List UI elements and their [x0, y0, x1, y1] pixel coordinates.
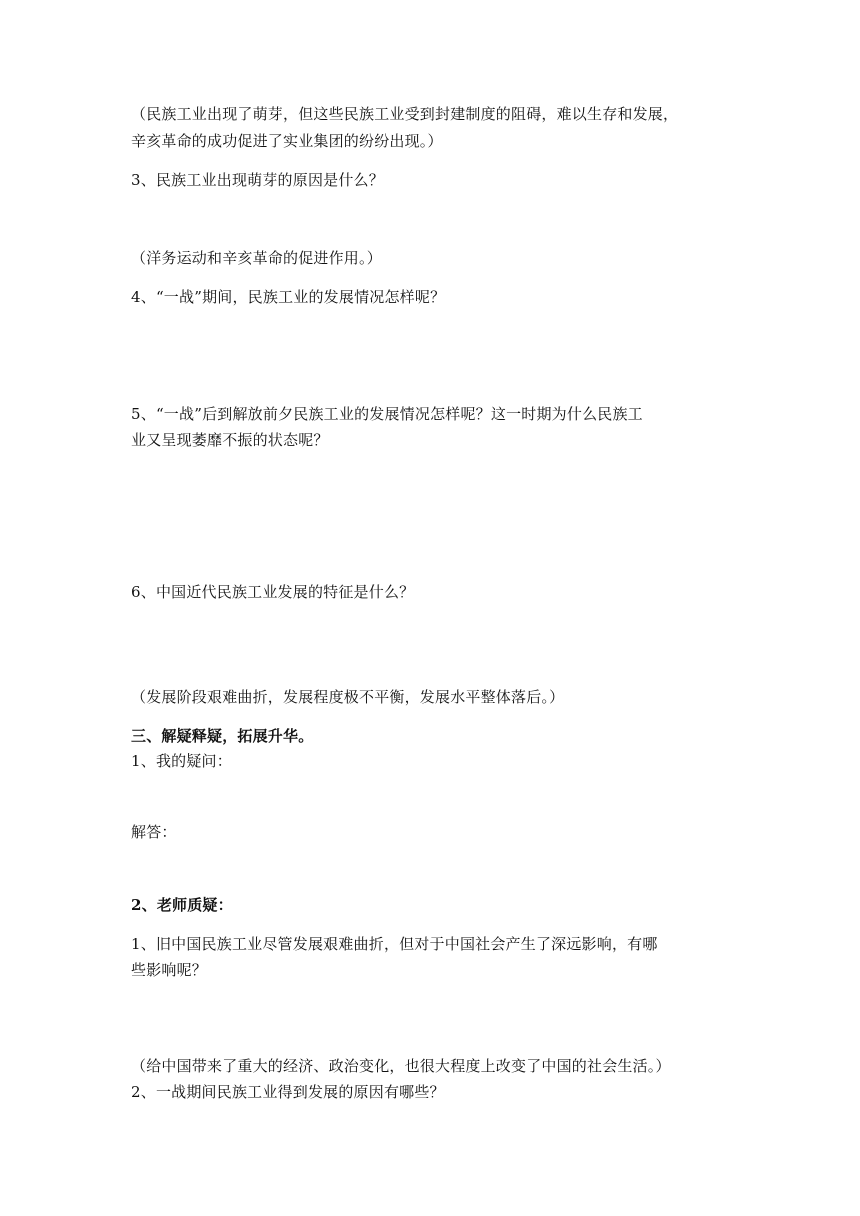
teacher-answer-1: （给中国带来了重大的经济、政治变化，也很大程度上改变了中国的社会生活。） [131, 1057, 671, 1075]
answer-6: （发展阶段艰难曲折，发展程度极不平衡，发展水平整体落后。） [131, 688, 565, 706]
answer-label: 解答： [131, 823, 177, 841]
question-5-line-1: 5、“一战”后到解放前夕民族工业的发展情况怎样呢？这一时期为什么民族工 [131, 405, 643, 423]
teacher-question-title: 2、老师质疑： [131, 896, 233, 914]
question-6: 6、中国近代民族工业发展的特征是什么？ [131, 583, 415, 601]
paragraph-answer-line-2: 辛亥革命的成功促进了实业集团的纷纷出现。） [131, 132, 443, 150]
my-question-label: 1、我的疑问： [131, 752, 232, 770]
teacher-question-2: 2、一战期间民族工业得到发展的原因有哪些？ [131, 1083, 445, 1101]
section-3-title: 三、解疑释疑，拓展升华。 [131, 727, 314, 745]
teacher-question-1-line-1: 1、旧中国民族工业尽管发展艰难曲折，但对于中国社会产生了深远影响，有哪 [131, 935, 658, 953]
question-3: 3、民族工业出现萌芽的原因是什么？ [131, 171, 384, 189]
question-4: 4、“一战”期间，民族工业的发展情况怎样呢？ [131, 288, 446, 306]
paragraph-answer-line-1: （民族工业出现了萌芽，但这些民族工业受到封建制度的阻碍，难以生存和发展， [131, 105, 679, 123]
question-5-line-2: 业又呈现萎靡不振的状态呢？ [131, 431, 329, 449]
answer-3: （洋务运动和辛亥革命的促进作用。） [131, 249, 382, 267]
teacher-question-1-line-2: 些影响呢？ [131, 961, 208, 979]
